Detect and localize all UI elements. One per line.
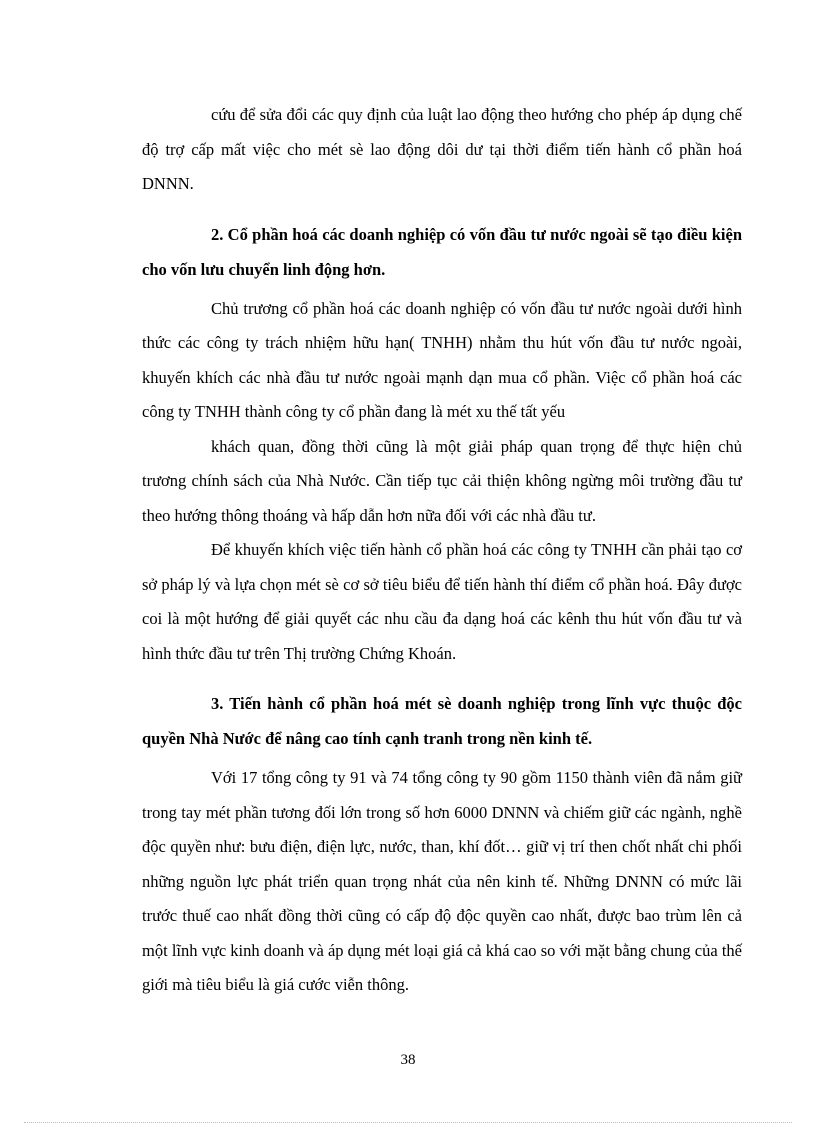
section-heading-3: 3. Tiến hành cổ phần hoá mét sè doanh nghiệp trong lĩnh vực thuộc độc quyền Nhà Nước để nâng cao tính cạnh tranh trong nền kinh tế. <box>142 694 742 748</box>
paragraph-section-2-legal: Để khuyến khích việc tiến hành cổ phần hoá các công ty TNHH cần phải tạo cơ sở pháp lý và lựa chọn mét sè cơ sở tiêu biểu để tiến hành thí điểm cổ phần hoá. Đây được coi là một hướng để giải quyết các nhu cầu đa dạng hoá các kênh thu hút vốn đầu tư và hình thức đầu tư trên Thị trường Chứng Khoán. <box>142 540 742 663</box>
document-page <box>142 98 742 1003</box>
paragraph-section-2-intro: Chủ trương cổ phần hoá các doanh nghiệp có vốn đầu tư nước ngoài dưới hình thức các công ty trách nhiệm hữu hạn( TNHH) nhằm thu hút vốn đầu tư nước ngoài, khuyến khích các nhà đầu tư nước ngoài mạnh dạn mua cổ phần. Việc cổ phần hoá các công ty TNHH thành công ty cổ phần đang là mét xu thế tất yếu <box>142 298 742 421</box>
paragraph-section-3: Với 17 tổng công ty 91 và 74 tổng công ty 90 gồm 1150 thành viên đã nắm giữ trong tay mét phần tương đối lớn trong số hơn 6000 DNNN và chiếm giữ các ngành, nghề độc quyền như: bưu điện, điện lực, nước, than, khí đốt… giữ vị trí then chốt nhất chi phối những nguồn lực phát triển quan trọng nhát của nên kinh tế. Những DNNN có mức lãi trước thuế cao nhất đồng thời cũng có cấp độ độc quyền cao nhất, được bao trùm lên cả một lĩnh vực kinh doanh và áp dụng mét loại giá cả khá cao so với mặt bằng chung của thế giới mà tiêu biểu là giá cước viễn thông. <box>142 768 742 994</box>
page-number: 38 <box>400 1052 416 1068</box>
paragraph-continuation: cứu để sửa đổi các quy định của luật lao động theo hướng cho phép áp dụng chế độ trợ cấp mất việc cho mét sè lao động dôi dư tại thời điểm tiến hành cổ phần hoá DNNN. <box>142 105 742 193</box>
section-heading-2: 2. Cổ phần hoá các doanh nghiệp có vốn đầu tư nước ngoài sẽ tạo điều kiện cho vốn lưu chuyển linh động hơn. <box>142 224 742 279</box>
paragraph-section-2-continued: khách quan, đồng thời cũng là một giải pháp quan trọng để thực hiện chủ trương chính sách của Nhà Nước. Cần tiếp tục cải thiện không ngừng môi trường đầu tư theo hướng thông thoáng và hấp dẫn hơn nữa đối với các nhà đầu tư. <box>142 436 742 525</box>
